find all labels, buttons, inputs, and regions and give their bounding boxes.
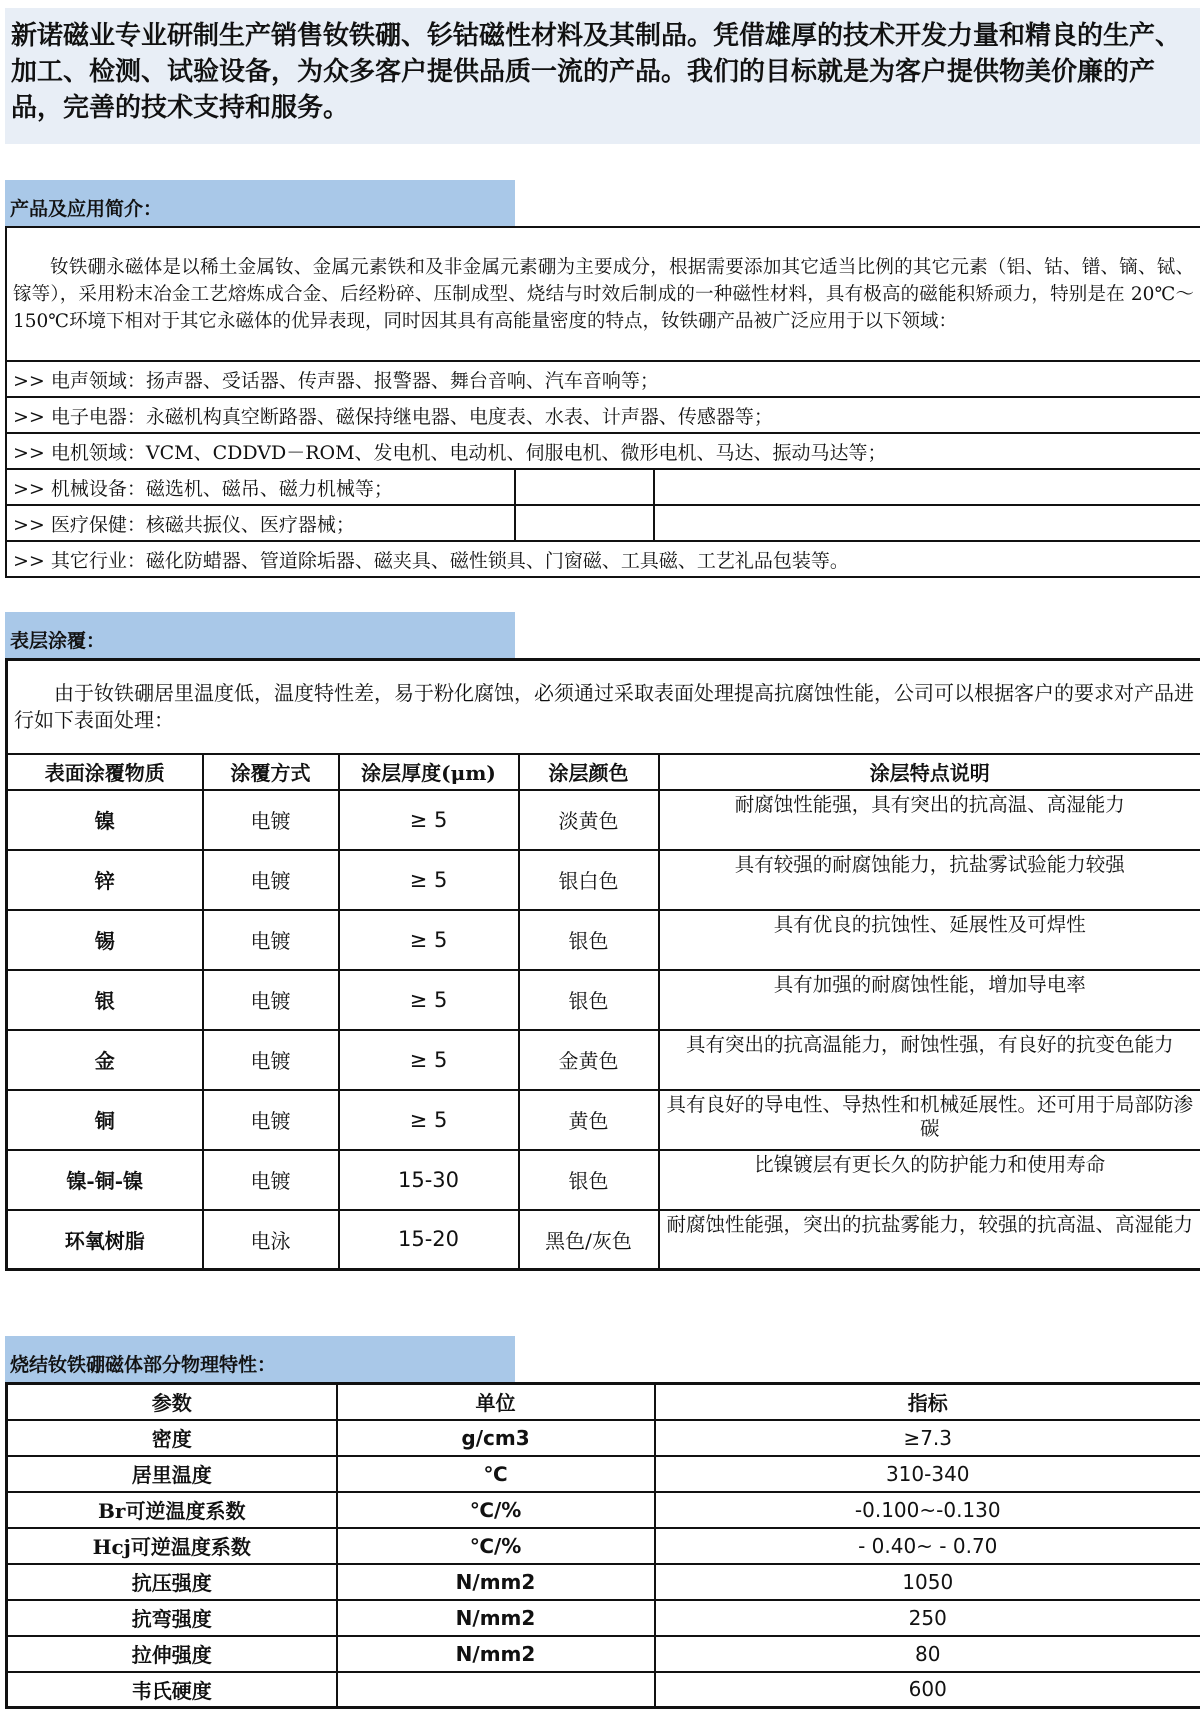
property-unit: g/cm3 (337, 1420, 655, 1456)
products-description: 钕铁硼永磁体是以稀土金属钕、金属元素铁和及非金属元素硼为主要成分，根据需要添加其它适当比例的其它元素（铝、钴、镨、镝、铽、镓等），采用粉末冶金工艺熔炼成合金、后经粉碎、压制成型、烧结与时效后制成的一种磁性材料，具有极高的磁能积矫顽力，特别是在 20℃～150℃环境下相对于其它永磁体的优异表现，同时因其具有高能量密度的特点，钕铁硼产品被广泛应用于以下领域： (6, 227, 1200, 361)
application-item: >> 电机领域：VCM、CDDVD－ROM、发电机、电动机、伺服电机、微形电机、马达、振动马达等； (6, 433, 1200, 469)
table-row (7, 1600, 1200, 1636)
header-color: 涂层颜色 (519, 754, 659, 790)
coating-material: 镍-铜-镍 (7, 1150, 203, 1210)
coating-color: 银色 (519, 1150, 659, 1210)
coating-method: 电镀 (203, 1090, 339, 1150)
company-intro: 新诺磁业专业研制生产销售钕铁硼、钐钴磁性材料及其制品。凭借雄厚的技术开发力量和精良的生产、加工、检测、试验设备，为众多客户提供品质一流的产品。我们的目标就是为客户提供物美价廉的产品，完善的技术支持和服务。 (5, 8, 1200, 144)
empty-cell (654, 505, 1200, 541)
coating-feature: 具有加强的耐腐蚀性能，增加导电率 (659, 970, 1200, 1030)
coating-method: 电镀 (203, 1030, 339, 1090)
property-unit: N/mm2 (337, 1600, 655, 1636)
coating-material: 金 (7, 1030, 203, 1090)
property-value: 1050 (655, 1564, 1200, 1600)
physical-properties-table (5, 1382, 1200, 1709)
application-item: >> 电声领域：扬声器、受话器、传声器、报警器、舞台音响、汽车音响等； (6, 361, 1200, 397)
coating-material: 镍 (7, 790, 203, 850)
table-row (7, 1636, 1200, 1672)
applications-table (5, 226, 1200, 578)
application-item: >> 机械设备：磁选机、磁吊、磁力机械等； (6, 469, 515, 505)
header-feature: 涂层特点说明 (659, 754, 1200, 790)
coating-method: 电泳 (203, 1210, 339, 1270)
property-name: 抗弯强度 (7, 1600, 337, 1636)
header-method: 涂覆方式 (203, 754, 339, 790)
coating-feature: 具有良好的导电性、导热性和机械延展性。还可用于局部防渗碳 (659, 1090, 1200, 1150)
header-parameter: 参数 (7, 1384, 337, 1420)
empty-cell (515, 469, 654, 505)
property-name: Br可逆温度系数 (7, 1492, 337, 1528)
coating-table (5, 658, 1200, 1271)
property-name: 抗压强度 (7, 1564, 337, 1600)
coating-color: 黄色 (519, 1090, 659, 1150)
property-value: - 0.40~ - 0.70 (655, 1528, 1200, 1564)
property-value: 310-340 (655, 1456, 1200, 1492)
table-row (7, 790, 1200, 850)
coating-thickness: ≥ 5 (339, 1030, 519, 1090)
property-unit: ℃/% (337, 1528, 655, 1564)
coating-feature: 具有优良的抗蚀性、延展性及可焊性 (659, 910, 1200, 970)
property-value: 250 (655, 1600, 1200, 1636)
header-thickness: 涂层厚度(μm) (339, 754, 519, 790)
table-row (7, 1420, 1200, 1456)
coating-color: 淡黄色 (519, 790, 659, 850)
coating-material: 银 (7, 970, 203, 1030)
table-row (7, 1210, 1200, 1270)
coating-thickness: ≥ 5 (339, 850, 519, 910)
section-title-products: 产品及应用简介： (5, 180, 515, 226)
coating-color: 银色 (519, 970, 659, 1030)
coating-material: 铜 (7, 1090, 203, 1150)
table-row (7, 1564, 1200, 1600)
coating-feature: 具有突出的抗高温能力，耐蚀性强，有良好的抗变色能力 (659, 1030, 1200, 1090)
coating-material: 环氧树脂 (7, 1210, 203, 1270)
section-title-coating: 表层涂覆： (5, 612, 515, 658)
coating-method: 电镀 (203, 1150, 339, 1210)
property-name: 韦氏硬度 (7, 1672, 337, 1708)
header-unit: 单位 (337, 1384, 655, 1420)
coating-method: 电镀 (203, 790, 339, 850)
coating-color: 银白色 (519, 850, 659, 910)
property-name: Hcj可逆温度系数 (7, 1528, 337, 1564)
table-row (7, 1672, 1200, 1708)
property-value: ≥7.3 (655, 1420, 1200, 1456)
table-row (7, 1090, 1200, 1150)
coating-color: 金黄色 (519, 1030, 659, 1090)
coating-material: 锌 (7, 850, 203, 910)
table-row (7, 1528, 1200, 1564)
coating-feature: 比镍镀层有更长久的防护能力和使用寿命 (659, 1150, 1200, 1210)
coating-color: 银色 (519, 910, 659, 970)
table-row (7, 970, 1200, 1030)
table-row (7, 850, 1200, 910)
property-unit: N/mm2 (337, 1564, 655, 1600)
empty-cell (515, 505, 654, 541)
coating-feature: 耐腐蚀性能强，具有突出的抗高温、高湿能力 (659, 790, 1200, 850)
coating-feature: 具有较强的耐腐蚀能力，抗盐雾试验能力较强 (659, 850, 1200, 910)
property-value: 600 (655, 1672, 1200, 1708)
property-value: 80 (655, 1636, 1200, 1672)
property-unit: ℃/% (337, 1492, 655, 1528)
coating-thickness: 15-20 (339, 1210, 519, 1270)
coating-thickness: ≥ 5 (339, 1090, 519, 1150)
header-material: 表面涂覆物质 (7, 754, 203, 790)
coating-method: 电镀 (203, 910, 339, 970)
table-row (7, 1492, 1200, 1528)
property-name: 拉伸强度 (7, 1636, 337, 1672)
property-unit (337, 1672, 655, 1708)
coating-description: 由于钕铁硼居里温度低，温度特性差，易于粉化腐蚀，必须通过采取表面处理提高抗腐蚀性能，公司可以根据客户的要求对产品进行如下表面处理： (7, 660, 1200, 754)
property-name: 密度 (7, 1420, 337, 1456)
empty-cell (654, 469, 1200, 505)
table-row (7, 1030, 1200, 1090)
table-row (7, 1456, 1200, 1492)
coating-thickness: ≥ 5 (339, 910, 519, 970)
coating-feature: 耐腐蚀性能强，突出的抗盐雾能力，较强的抗高温、高湿能力 (659, 1210, 1200, 1270)
header-value: 指标 (655, 1384, 1200, 1420)
coating-thickness: 15-30 (339, 1150, 519, 1210)
coating-color: 黑色/灰色 (519, 1210, 659, 1270)
coating-thickness: ≥ 5 (339, 790, 519, 850)
property-unit: N/mm2 (337, 1636, 655, 1672)
property-unit: ℃ (337, 1456, 655, 1492)
table-row (7, 1150, 1200, 1210)
application-item: >> 电子电器：永磁机构真空断路器、磁保持继电器、电度表、水表、计声器、传感器等； (6, 397, 1200, 433)
coating-method: 电镀 (203, 970, 339, 1030)
application-item: >> 医疗保健：核磁共振仪、医疗器械； (6, 505, 515, 541)
table-row (7, 910, 1200, 970)
property-name: 居里温度 (7, 1456, 337, 1492)
coating-thickness: ≥ 5 (339, 970, 519, 1030)
section-title-physical: 烧结钕铁硼磁体部分物理特性： (5, 1336, 515, 1382)
coating-material: 锡 (7, 910, 203, 970)
coating-method: 电镀 (203, 850, 339, 910)
property-value: -0.100~-0.130 (655, 1492, 1200, 1528)
application-item: >> 其它行业：磁化防蜡器、管道除垢器、磁夹具、磁性锁具、门窗磁、工具磁、工艺礼品包装等。 (6, 541, 1200, 577)
